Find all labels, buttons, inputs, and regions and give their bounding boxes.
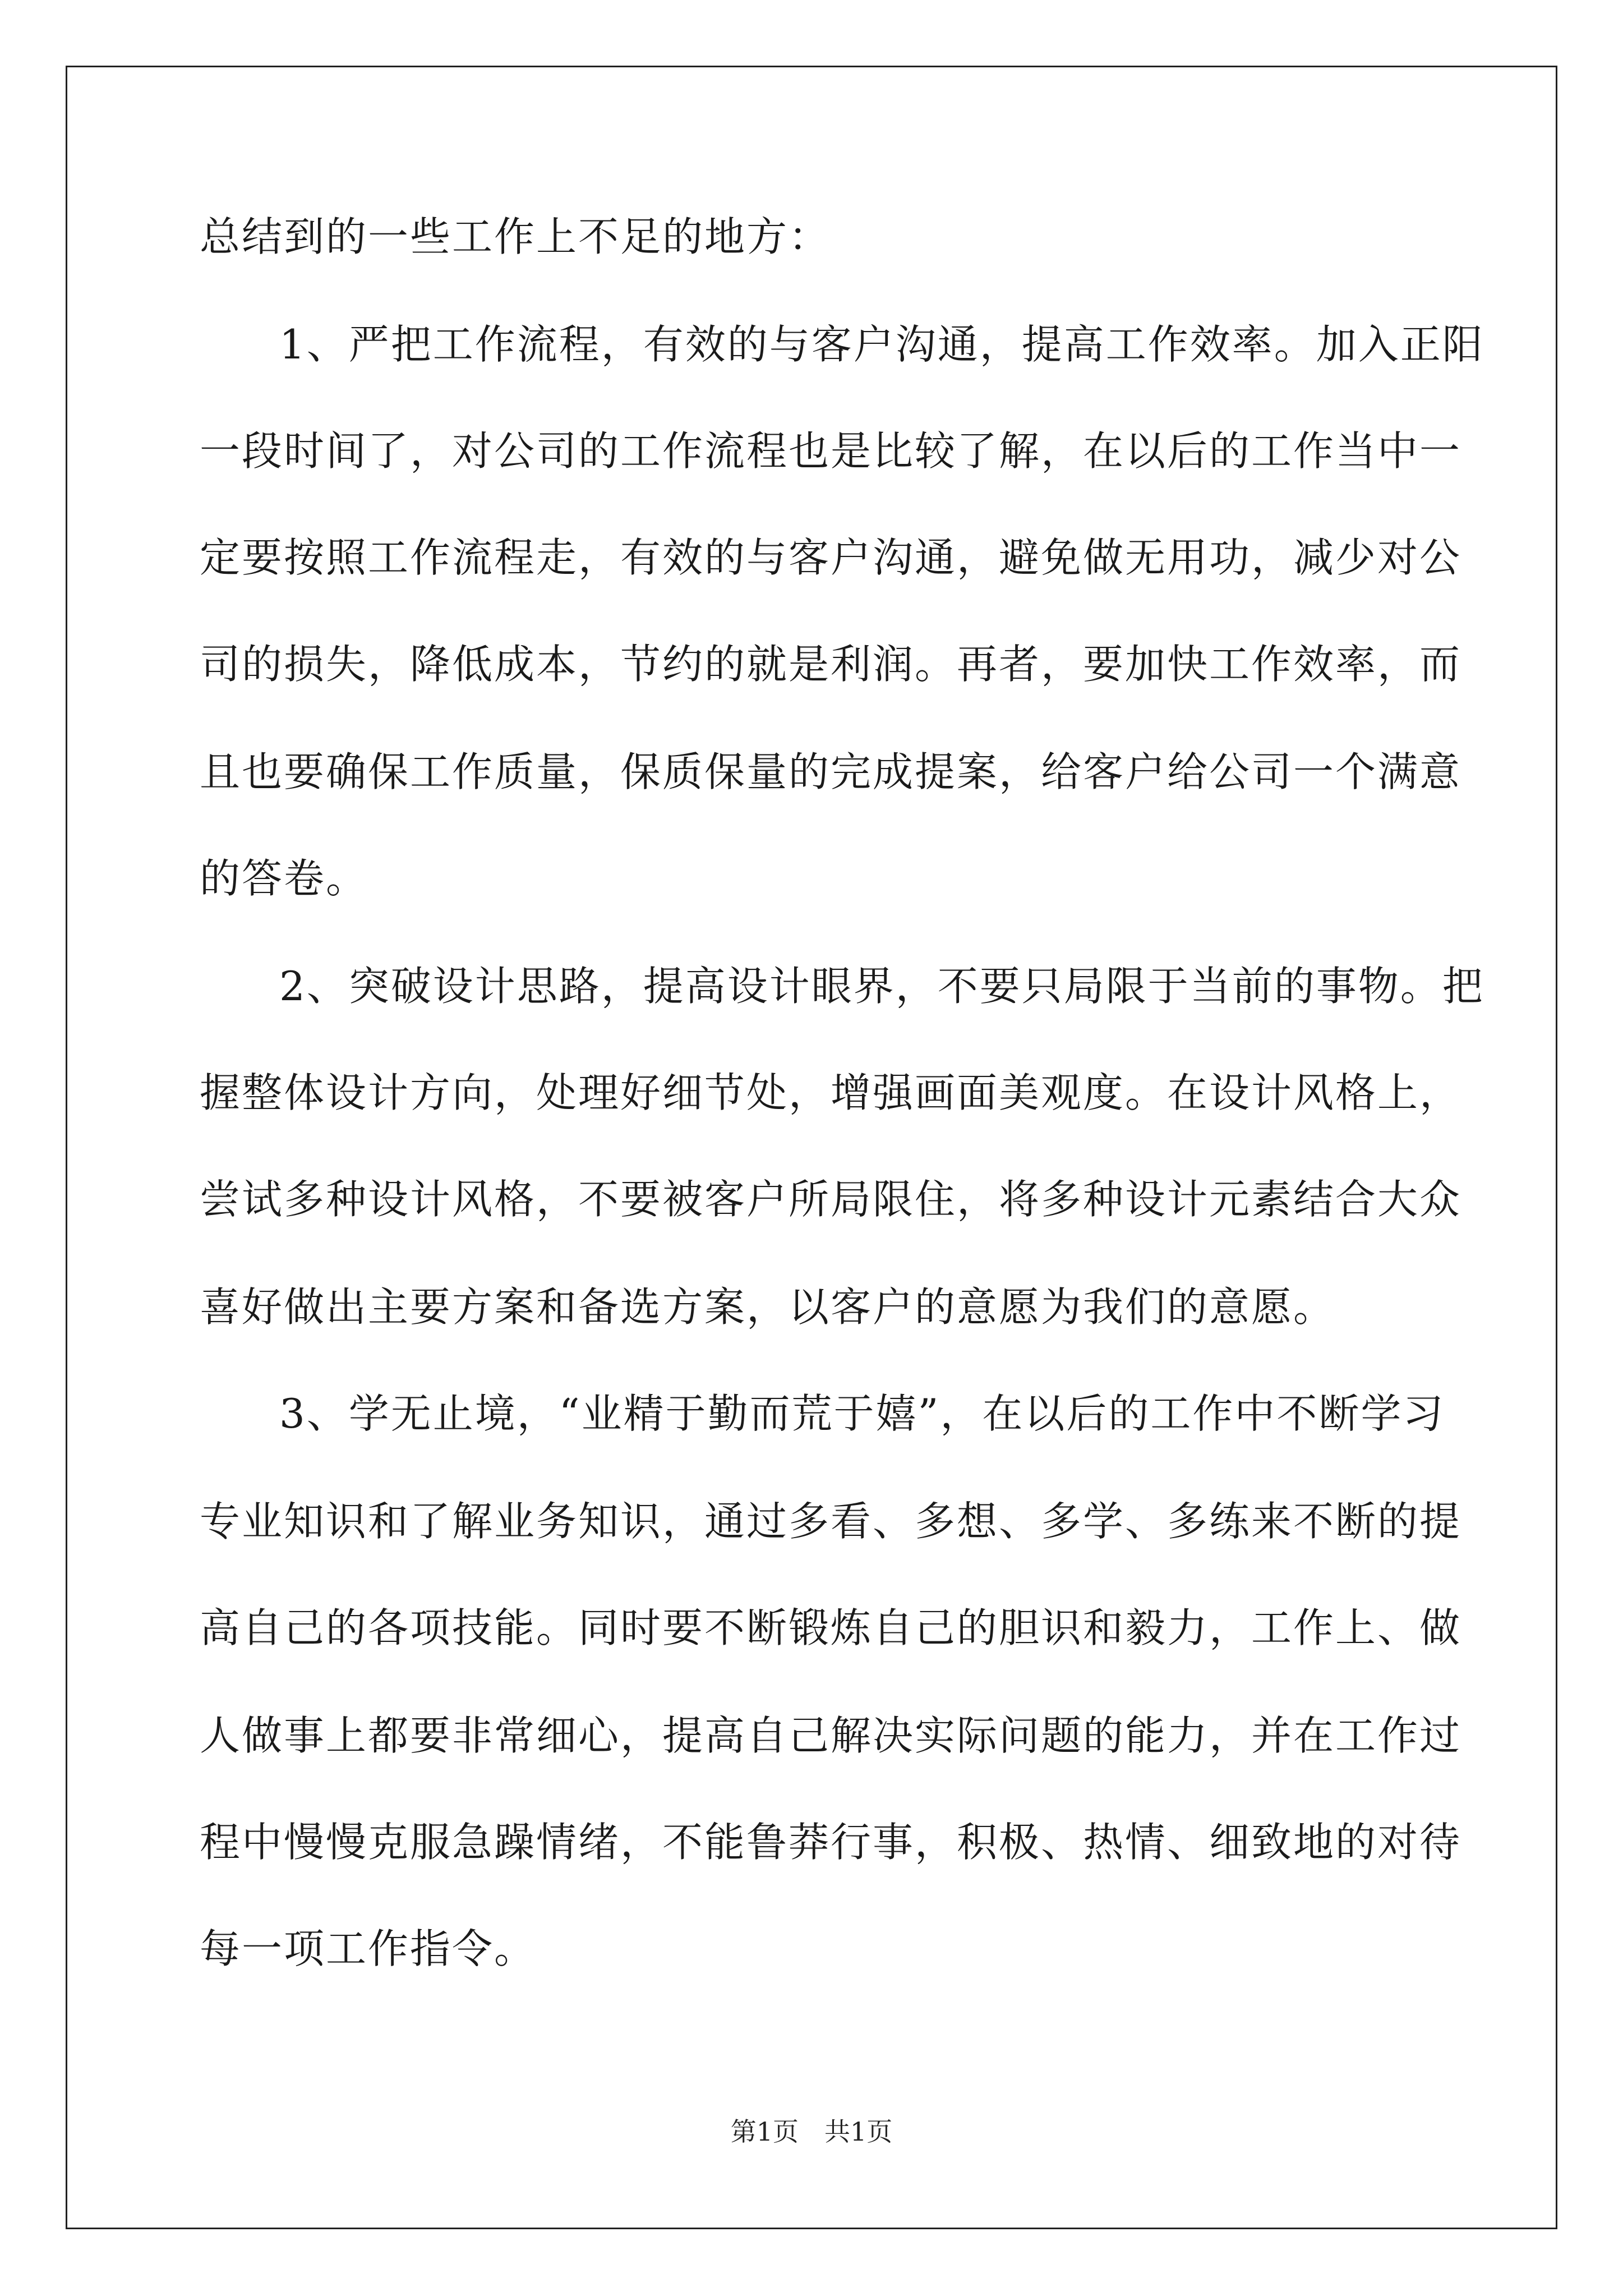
page-number: 第1页 共1页: [730, 2116, 893, 2147]
text-line: 总结到的一些工作上不足的地方：: [200, 213, 831, 260]
text-line: 3、学无止境，“业精于勤而荒于嬉”，在以后的工作中不断学习: [279, 1390, 1445, 1437]
text-line: 的答卷。: [200, 855, 368, 902]
text-line: 1、严把工作流程，有效的与客户沟通，提高工作效率。加入正阳: [279, 321, 1484, 368]
text-line: 定要按照工作流程走，有效的与客户沟通，避免做无用功，减少对公: [200, 534, 1462, 581]
text-line: 握整体设计方向，处理好细节处，增强画面美观度。在设计风格上，: [200, 1069, 1462, 1116]
text-line: 人做事上都要非常细心，提高自己解决实际问题的能力，并在工作过: [200, 1712, 1462, 1759]
text-line: 且也要确保工作质量，保质保量的完成提案，给客户给公司一个满意: [200, 748, 1462, 795]
text-line: 专业知识和了解业务知识，通过多看、多想、多学、多练来不断的提: [200, 1498, 1462, 1545]
text-line: 每一项工作指令。: [200, 1925, 537, 1972]
text-line: 喜好做出主要方案和备选方案，以客户的意愿为我们的意愿。: [200, 1283, 1336, 1331]
text-line: 尝试多种设计风格，不要被客户所局限住，将多种设计元素结合大众: [200, 1176, 1462, 1223]
text-line: 高自己的各项技能。同时要不断锻炼自己的胆识和毅力，工作上、做: [200, 1604, 1462, 1651]
text-line: 2、突破设计思路，提高设计眼界，不要只局限于当前的事物。把: [279, 963, 1484, 1010]
text-line: 司的损失，降低成本，节约的就是利润。再者，要加快工作效率，而: [200, 641, 1462, 688]
page-border: [66, 66, 1557, 2229]
text-line: 一段时间了，对公司的工作流程也是比较了解，在以后的工作当中一: [200, 427, 1462, 475]
text-line: 程中慢慢克服急躁情绪，不能鲁莽行事，积极、热情、细致地的对待: [200, 1819, 1462, 1866]
